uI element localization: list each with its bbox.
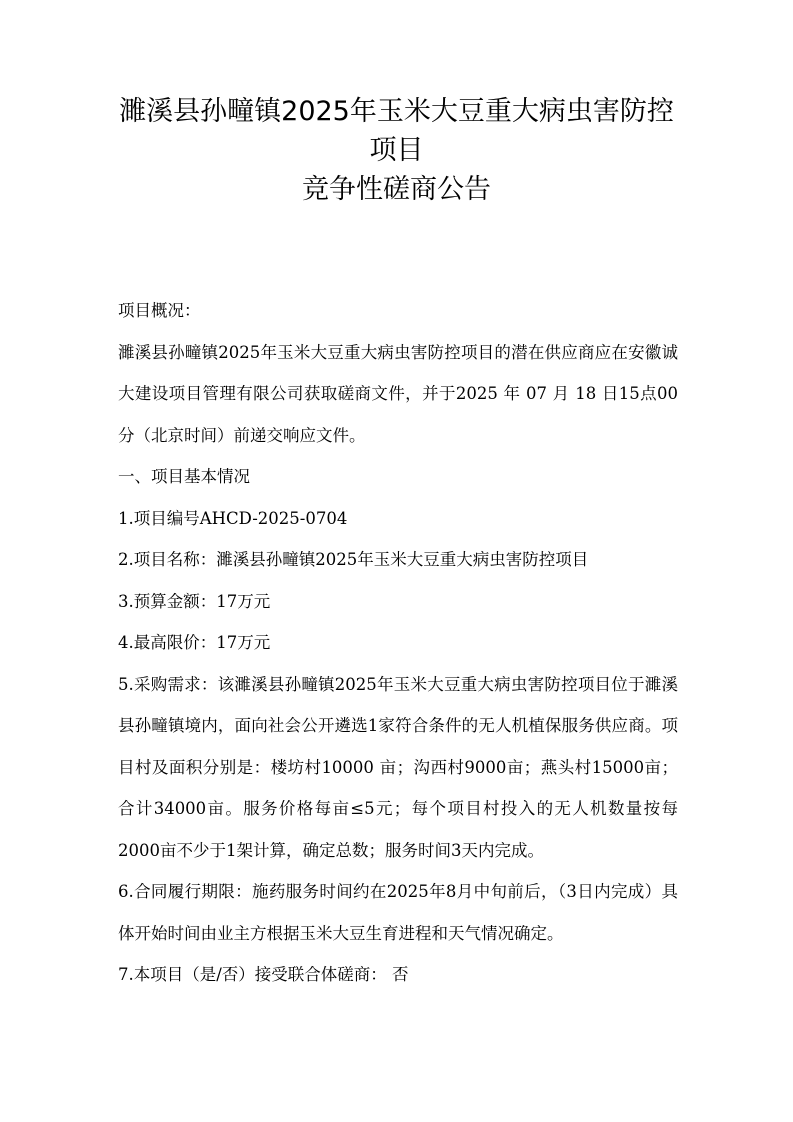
title-line-2: 项目 xyxy=(369,135,424,166)
item-budget: 3.预算金额：17万元 xyxy=(118,591,271,611)
section-heading-basic-info: 一、项目基本情况 xyxy=(118,467,250,486)
title-line-1: 濉溪县孙疃镇2025年玉米大豆重大病虫害防控 xyxy=(119,96,674,127)
item-consortium: 7.本项目（是/否）接受联合体磋商： 否 xyxy=(118,965,409,984)
document-title xyxy=(0,92,793,209)
item-max-price: 4.最高限价：17万元 xyxy=(118,633,271,652)
item-project-number: 1.项目编号AHCD-2025-0704 xyxy=(118,508,348,528)
document-body xyxy=(118,290,678,996)
item-contract-period: 6.合同履行期限：施药服务时间约在2025年8月中旬前后，（3日内完成）具体开始时间由业主方根据玉米大豆生育进程和天气情况确定。 xyxy=(118,882,678,943)
overview-text: 濉溪县孙疃镇2025年玉米大豆重大病虫害防控项目的潜在供应商应在安徽诚大建设项目管理有限公司获取磋商文件，并于2025 年 07 月 18 日15点00分（北京时间）前递交响应文件。 xyxy=(118,342,678,445)
item-procurement-needs: 5.采购需求：该濉溪县孙疃镇2025年玉米大豆重大病虫害防控项目位于濉溪县孙疃镇境内，面向社会公开遴选1家符合条件的无人机植保服务供应商。项目村及面积分别是：楼坊村10000 亩；沟西村9000亩；燕头村15000亩；合计34000亩。服务价格每亩≤5元；每个项目村投入的无人机数量按每2000亩不少于1架计算，确定总数；服务时间3天内完成。 xyxy=(118,674,678,860)
item-project-name: 2.项目名称：濉溪县孙疃镇2025年玉米大豆重大病虫害防控项目 xyxy=(118,550,589,569)
title-line-3: 竞争性磋商公告 xyxy=(302,174,491,205)
overview-heading: 项目概况： xyxy=(118,301,201,320)
